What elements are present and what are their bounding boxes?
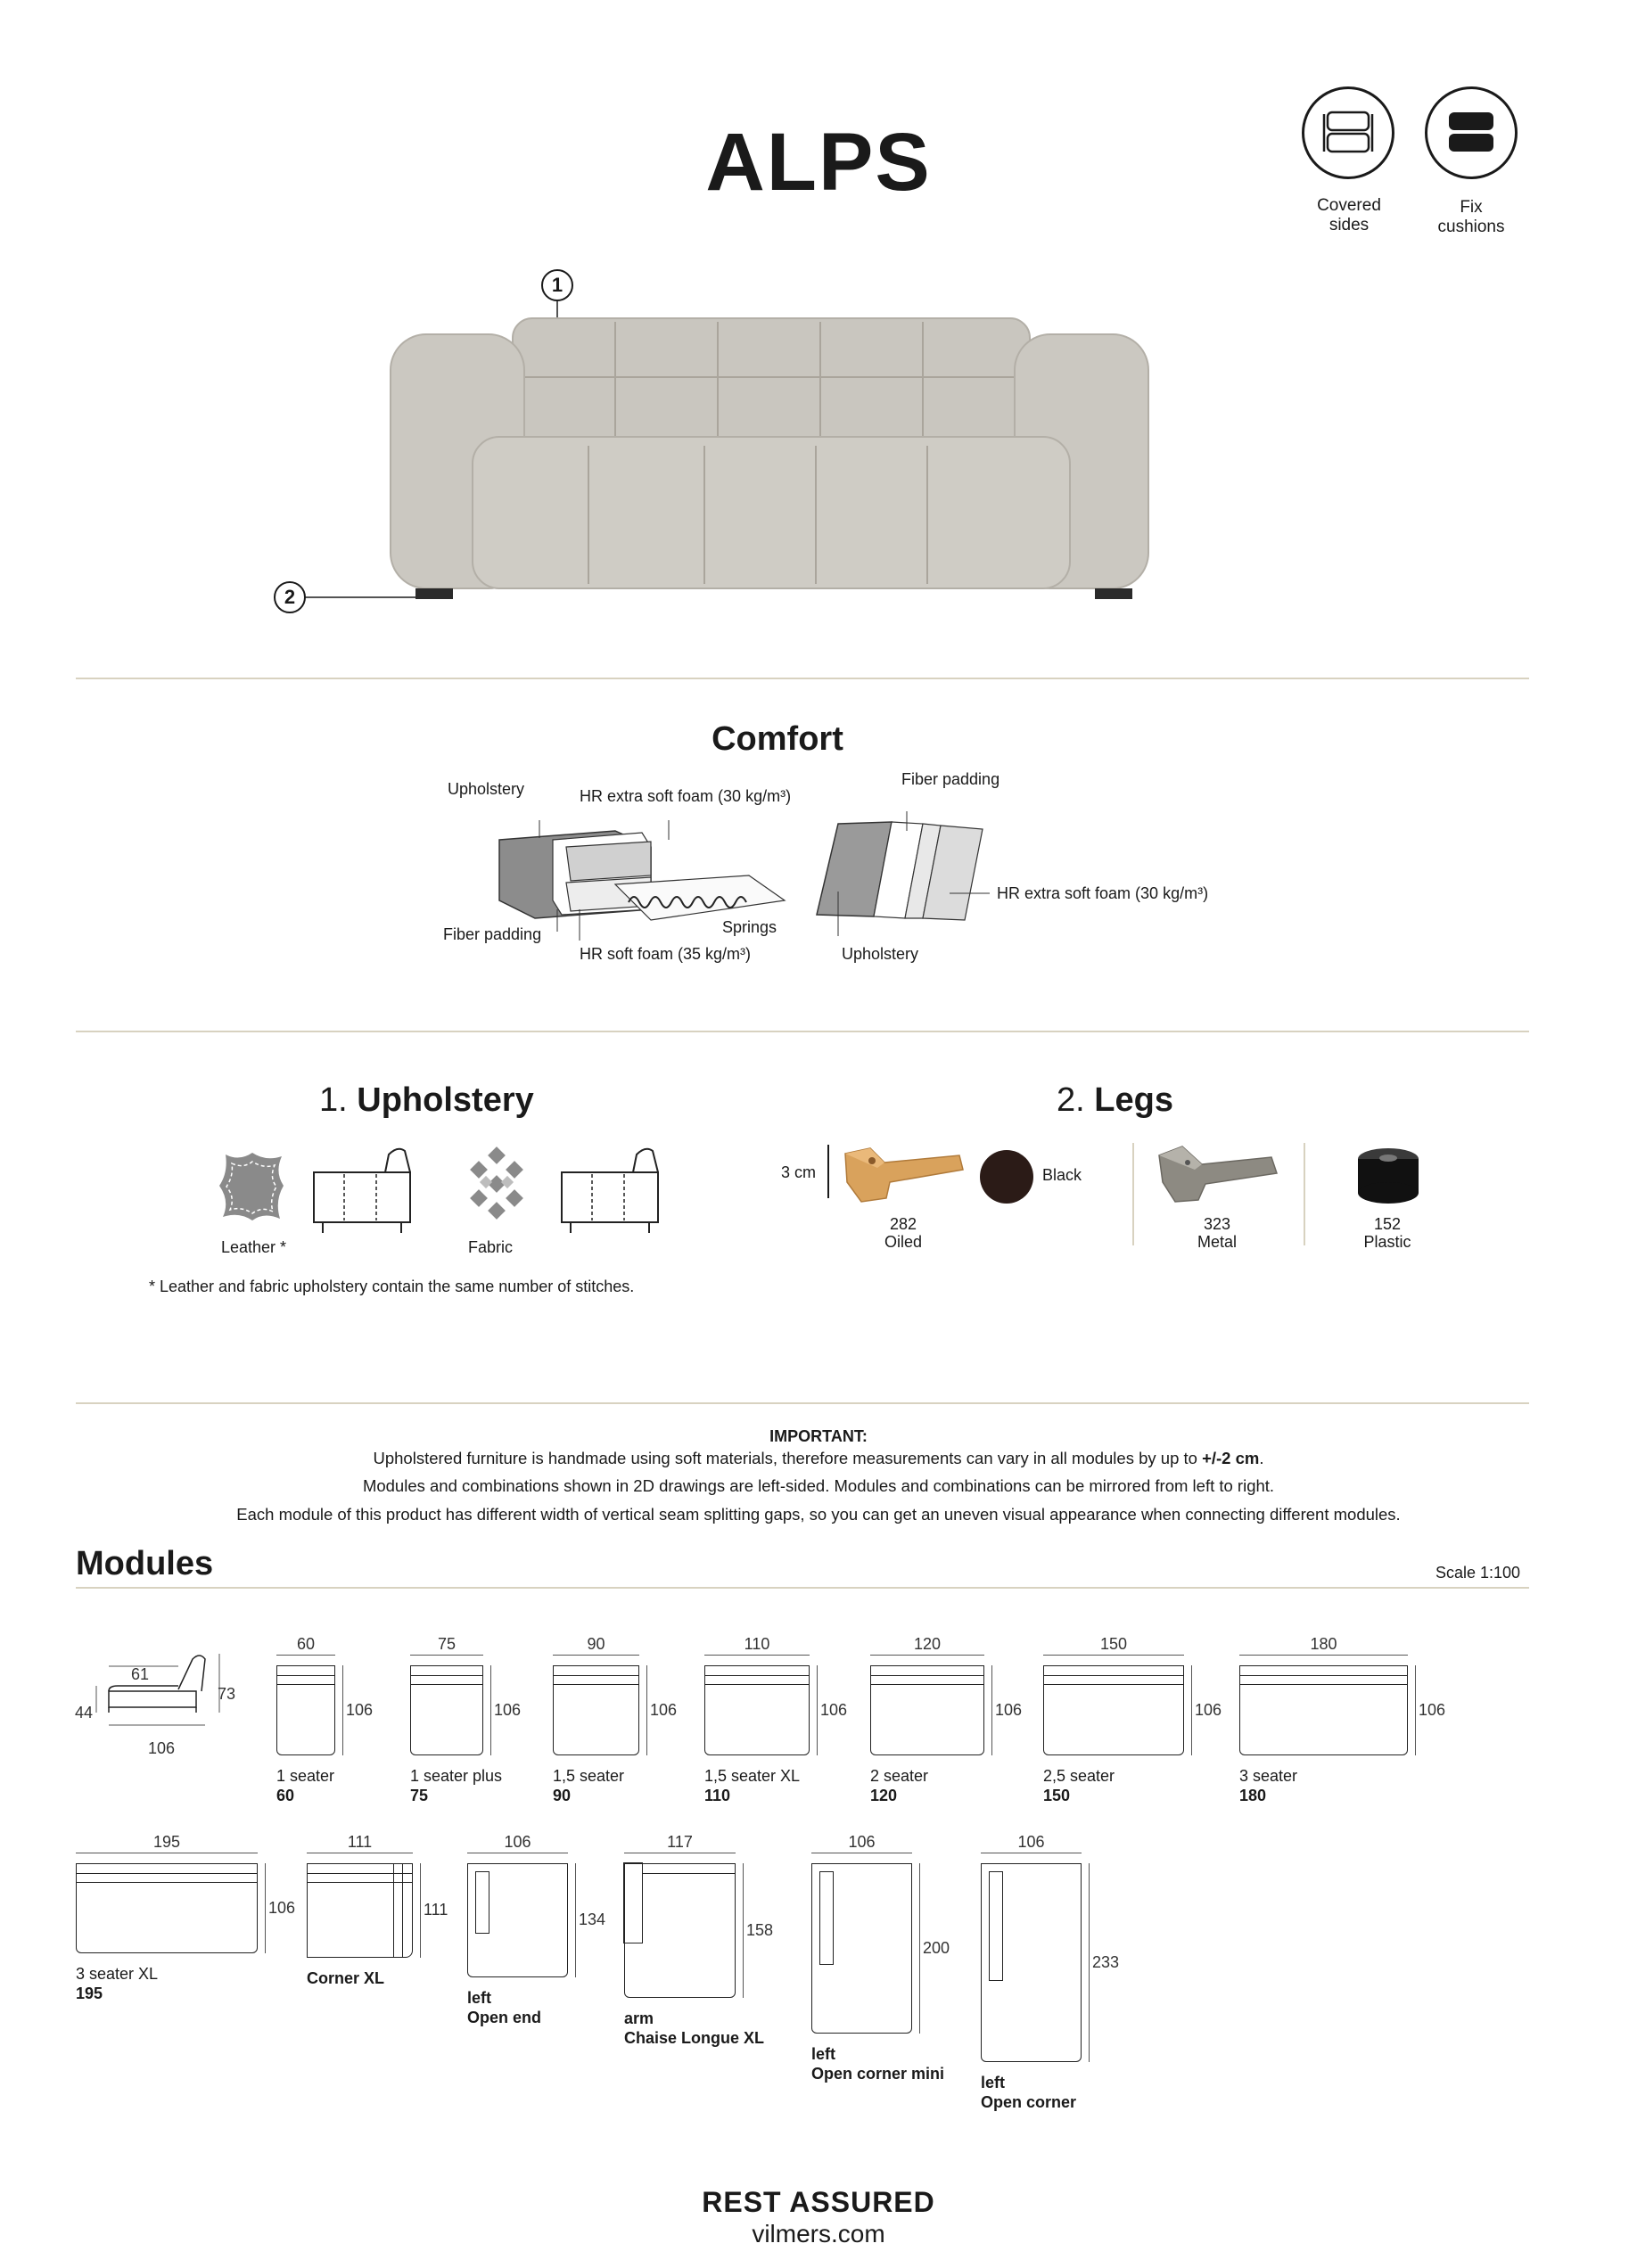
oiled-leg-label: 282 Oiled <box>884 1215 923 1251</box>
important-line-3: Each module of this product has different width of vertical seam splitting gaps, so you can get an uneven visual appearance when connecting different modules. <box>236 1505 1401 1524</box>
covered-sides-label: Covered sides <box>1317 196 1381 234</box>
divider <box>1304 1143 1305 1245</box>
module-name <box>1239 1766 1297 1805</box>
backrest-line <box>402 1864 403 1957</box>
module-depth-label: 106 <box>268 1898 296 1917</box>
module-name-text: 1 seater <box>276 1767 335 1785</box>
backrest-line <box>308 1873 412 1874</box>
backrest-line <box>308 1882 412 1883</box>
module-code: 75 <box>410 1787 429 1804</box>
back-upholstery-label: Upholstery <box>842 945 919 963</box>
module-depth-label: 233 <box>1092 1952 1120 1971</box>
module-depth-line <box>817 1665 818 1755</box>
metal-leg-label: 323 Metal <box>1197 1215 1237 1251</box>
fix-cushions-icon <box>1425 86 1518 179</box>
module-drawing <box>410 1665 483 1755</box>
module-width-line <box>1239 1655 1408 1656</box>
module-width-label: 120 <box>913 1635 942 1653</box>
module-depth-label: 106 <box>650 1700 678 1719</box>
module-depth-label: 200 <box>923 1938 950 1957</box>
module-width-label: 106 <box>504 1833 531 1851</box>
module-width-label: 110 <box>744 1635 770 1653</box>
seat-hr-extra-label: HR extra soft foam (30 kg/m³) <box>580 787 792 805</box>
module-depth-line <box>743 1863 744 1998</box>
back-hr-extra-label: HR extra soft foam (30 kg/m³) <box>997 884 1209 902</box>
module-name <box>553 1766 624 1805</box>
module-name <box>981 2073 1076 2112</box>
module-drawing <box>1239 1665 1408 1755</box>
module-depth-line <box>342 1665 343 1755</box>
module-code: left <box>467 1989 491 2007</box>
armrest-outline <box>989 1871 1003 1981</box>
module-name <box>467 1988 541 2027</box>
module-code: 180 <box>1239 1787 1267 1804</box>
module-drawing <box>76 1863 258 1953</box>
backrest-line <box>554 1684 638 1685</box>
module-name <box>1043 1766 1115 1805</box>
module-width-line <box>704 1655 810 1656</box>
module-width-line <box>553 1655 639 1656</box>
module-width-line <box>276 1655 335 1656</box>
module-width-label: 75 <box>437 1635 457 1653</box>
back-cushion-diagram <box>811 811 990 945</box>
black-swatch <box>980 1150 1033 1204</box>
fix-cushions-label: Fix cushions <box>1437 198 1505 236</box>
module-depth-line <box>919 1863 920 2034</box>
side-seat-height: 44 <box>75 1704 94 1722</box>
important-line-1: Upholstered furniture is handmade using soft materials, therefore measurements can vary in all modules by up to +/-2 cm. <box>373 1449 1264 1467</box>
module-width-label: 90 <box>587 1635 605 1653</box>
module-depth-line <box>420 1863 421 1958</box>
divider <box>76 1402 1529 1404</box>
module-width-line <box>410 1655 483 1656</box>
module-width-label: 60 <box>296 1635 316 1653</box>
module-drawing <box>276 1665 335 1755</box>
module-name-text: 1 seater plus <box>410 1767 503 1785</box>
sofa-image <box>259 263 1266 620</box>
module-width-label: 117 <box>667 1833 693 1851</box>
divider <box>76 1031 1529 1032</box>
module-width-label: 106 <box>1017 1833 1045 1851</box>
module-code: left <box>811 2045 835 2063</box>
module-drawing <box>467 1863 568 1977</box>
module-width-label: 150 <box>1099 1635 1128 1653</box>
module-width-line <box>870 1655 984 1656</box>
module-name <box>410 1766 502 1805</box>
module-drawing <box>981 1863 1082 2062</box>
module-name-text: 3 seater XL <box>76 1965 159 1983</box>
module-code: Corner XL <box>307 1969 385 1987</box>
backrest-line <box>554 1675 638 1676</box>
module-side-view-drawing <box>89 1654 232 1752</box>
seat-upholstery-label: Upholstery <box>448 780 525 798</box>
module-name-text: 1,5 seater <box>553 1767 625 1785</box>
backrest-line <box>705 1684 809 1685</box>
module-width-label: 195 <box>152 1833 181 1851</box>
backrest-line <box>643 1873 735 1874</box>
important-line-2: Modules and combinations shown in 2D drawings are left-sided. Modules and combinations can be mirrored from left to right. <box>362 1476 1275 1495</box>
footer-website-link[interactable]: vilmers.com <box>752 2220 885 2247</box>
module-name-text: 3 seater <box>1239 1767 1298 1785</box>
module-code-2: Chaise Longue XL <box>624 2029 765 2047</box>
module-code: arm <box>624 2009 654 2027</box>
module-depth-line <box>646 1665 647 1755</box>
module-depth-label: 158 <box>746 1920 774 1939</box>
upholstery-title: 1. Upholstery <box>319 1081 534 1119</box>
module-depth-label: 134 <box>579 1911 606 1928</box>
module-drawing <box>704 1665 810 1755</box>
module-code: 60 <box>276 1787 295 1804</box>
module-depth-line <box>1415 1665 1416 1755</box>
backrest-line <box>77 1882 257 1883</box>
module-name <box>76 1964 158 2003</box>
module-width-line <box>1043 1655 1184 1656</box>
module-depth-label: 106 <box>494 1700 522 1719</box>
back-fiber-label: Fiber padding <box>901 770 1000 788</box>
metal-leg-image <box>1156 1143 1280 1205</box>
backrest-line <box>705 1675 809 1676</box>
module-name <box>276 1766 334 1805</box>
backrest-line <box>411 1675 482 1676</box>
footer-brand: REST ASSURED <box>702 2186 935 2218</box>
module-drawing <box>624 1863 736 1998</box>
module-width-label: 180 <box>1310 1635 1337 1653</box>
backrest-line <box>871 1675 983 1676</box>
oiled-leg-image <box>842 1143 967 1205</box>
seat-fiber-label: Fiber padding <box>443 925 542 943</box>
comfort-title: Comfort <box>712 720 843 758</box>
divider <box>76 1587 1529 1589</box>
armrest-outline <box>623 1862 643 1943</box>
module-depth-label: 106 <box>346 1700 374 1719</box>
backrest-line <box>393 1864 394 1957</box>
module-width-label: 111 <box>347 1833 373 1851</box>
leg-height-label: 3 cm <box>781 1163 817 1181</box>
seat-hr-soft-label: HR soft foam (35 kg/m³) <box>580 945 752 963</box>
module-depth-line <box>490 1665 491 1755</box>
sofa-side-leather-icon <box>312 1146 412 1235</box>
module-depth-label: 106 <box>1195 1700 1222 1719</box>
backrest-line <box>1044 1675 1183 1676</box>
module-drawing <box>811 1863 912 2034</box>
important-heading: IMPORTANT: <box>769 1427 868 1445</box>
leather-label: Leather * <box>221 1238 287 1256</box>
module-code-2: Open end <box>467 2009 542 2026</box>
module-name-text: 1,5 seater XL <box>704 1767 801 1785</box>
module-code: 195 <box>76 1984 103 2002</box>
module-name <box>624 2009 764 2048</box>
module-depth-label: 106 <box>820 1700 848 1719</box>
module-name <box>811 2044 944 2083</box>
module-depth-label: 106 <box>995 1700 1023 1719</box>
module-depth-line <box>1191 1665 1192 1755</box>
side-depth: 106 <box>148 1739 176 1757</box>
module-depth-label: 111 <box>424 1901 448 1919</box>
backrest-line <box>77 1873 257 1874</box>
backrest-line <box>411 1684 482 1685</box>
fabric-icon <box>464 1146 540 1222</box>
plastic-leg-label: 152 Plastic <box>1363 1215 1411 1251</box>
module-code: 150 <box>1043 1787 1071 1804</box>
covered-sides-icon <box>1302 86 1394 179</box>
side-seat-depth: 61 <box>131 1665 150 1683</box>
leather-icon <box>212 1146 292 1226</box>
module-depth-line <box>991 1665 992 1755</box>
module-drawing <box>307 1863 413 1958</box>
module-code: 110 <box>704 1787 731 1804</box>
backrest-line <box>277 1684 334 1685</box>
backrest-line <box>1240 1684 1407 1685</box>
backrest-line <box>1240 1675 1407 1676</box>
module-code: 90 <box>553 1787 572 1804</box>
armrest-outline <box>819 1871 834 1965</box>
backrest-line <box>871 1684 983 1685</box>
page-title: ALPS <box>705 117 932 208</box>
sofa-side-fabric-icon <box>560 1146 660 1235</box>
module-code-2: Open corner mini <box>811 2065 945 2083</box>
divider <box>1132 1143 1134 1245</box>
module-name <box>870 1766 928 1805</box>
plastic-leg-image <box>1354 1145 1422 1207</box>
module-depth-line <box>265 1863 266 1953</box>
module-drawing <box>553 1665 639 1755</box>
module-depth-label: 106 <box>1419 1700 1446 1719</box>
legs-title: 2. Legs <box>1057 1081 1173 1119</box>
modules-title: Modules <box>76 1545 214 1582</box>
divider <box>76 678 1529 679</box>
module-depth-line <box>1089 1863 1090 2062</box>
module-code: left <box>981 2074 1005 2091</box>
seat-springs-label: Springs <box>722 918 777 936</box>
module-name-text: 2 seater <box>870 1767 929 1785</box>
armrest-outline <box>475 1871 489 1934</box>
fabric-label: Fabric <box>468 1238 514 1256</box>
module-drawing <box>870 1665 984 1755</box>
module-name-text: 2,5 seater <box>1043 1767 1115 1785</box>
callout-2: 2 <box>284 586 296 608</box>
backrest-line <box>1044 1684 1183 1685</box>
side-height: 73 <box>218 1685 236 1703</box>
upholstery-footnote: * Leather and fabric upholstery contain the same number of stitches. <box>149 1278 635 1295</box>
module-name <box>307 1968 384 1988</box>
backrest-line <box>277 1675 334 1676</box>
module-code-2: Open corner <box>981 2093 1077 2111</box>
scale-label: Scale 1:100 <box>1435 1564 1521 1582</box>
leg-height-marker <box>827 1145 829 1198</box>
black-swatch-label: Black <box>1042 1166 1082 1184</box>
module-drawing <box>1043 1665 1184 1755</box>
module-code: 120 <box>870 1787 898 1804</box>
module-depth-line <box>575 1863 576 1977</box>
module-width-label: 106 <box>848 1833 876 1851</box>
callout-1: 1 <box>551 274 563 296</box>
module-name <box>704 1766 800 1805</box>
